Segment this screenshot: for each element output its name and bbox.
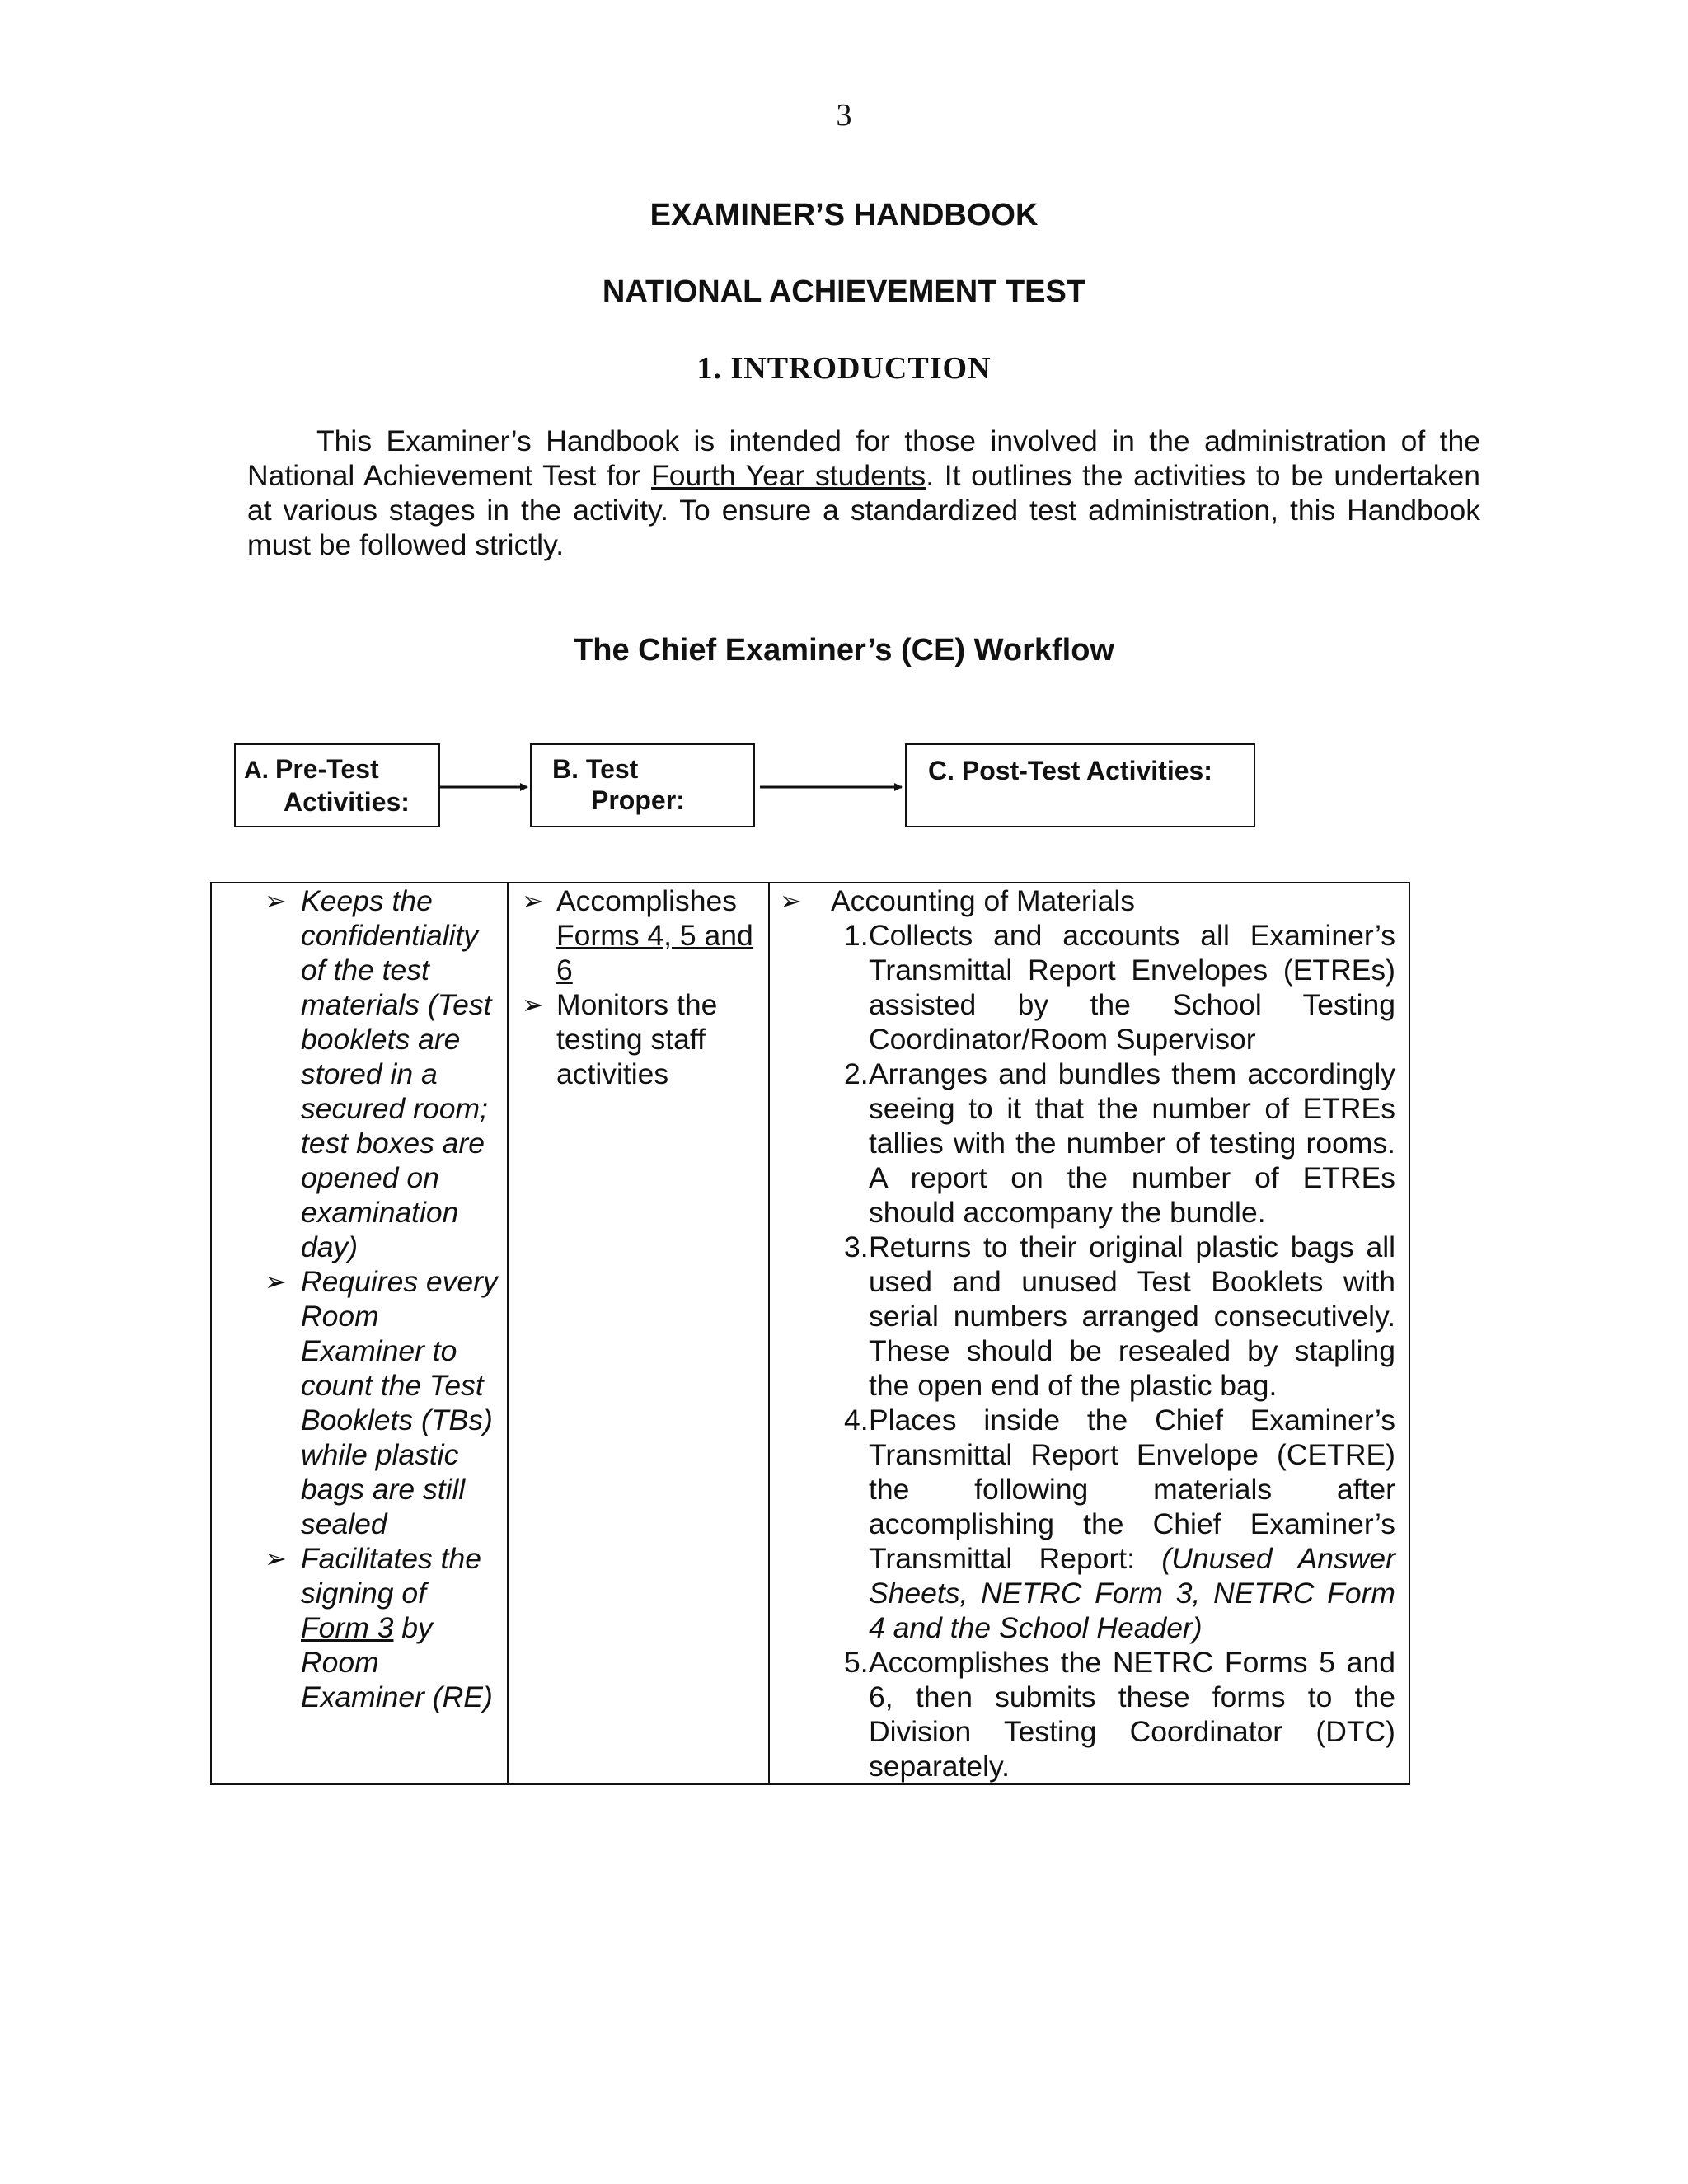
page-number: 3 (836, 98, 852, 133)
list-item: ➢ Requires every Room Examiner to count the Test Booklets (TBs) while plastic bags are still sealed (265, 1265, 498, 1540)
post-test-column (769, 883, 1409, 1784)
list-item: 1. Collects and accounts all Examiner’s Transmittal Report Envelopes (ETREs) assisted by the School Testing Coordinator/Room Supervisor (844, 919, 1395, 1056)
intro-text-2: . It outlines the activities to be undertaken at various stages in the activity. To ensure a standardized test administration, this Handbook must be followed strictly. (247, 459, 1480, 561)
pre-test-column (211, 883, 508, 1784)
test-title: NATIONAL ACHIEVEMENT TEST (602, 274, 1086, 309)
test-proper-label-2: Proper: (591, 785, 685, 815)
list-item: ➢ Facilitates the signing of Form 3 by Room Examiner (RE) (265, 1542, 493, 1713)
section-heading: 1. INTRODUCTION (696, 351, 992, 386)
arrow-bullet-icon: ➢ (265, 1267, 287, 1296)
list-item: ➢ Keeps the confidentiality of the test materials (Test booklets are stored in a secured room; test boxes are opened on examination day) (265, 884, 492, 1263)
pre-test-letter: A. (244, 757, 269, 784)
list-item: 2. Arranges and bundles them accordingly seeing to it that the number of ETREs tallies with the number of testing rooms. A report on the number of ETREs should accompany the bundle. (844, 1057, 1395, 1229)
list-item: ➢ Accomplishes Forms 4, 5 and 6 (522, 884, 753, 987)
intro-underlined: Fourth Year students (651, 459, 926, 492)
arrow-bullet-icon: ➢ (265, 1544, 287, 1573)
post-test-label: C. Post-Test Activities: (928, 756, 1212, 785)
list-item: 4. Places inside the Chief Examiner’s Transmittal Report Envelope (CETRE) the following materials after accomplishing the Chief Examiner’s Transmittal Report: (Unused Answer Sheets, NETRC Form 3, NETRC Form 4 and the School Header) (844, 1404, 1395, 1644)
arrow-bullet-icon: ➢ (522, 886, 544, 916)
list-item: 5. Accomplishes the NETRC Forms 5 and 6, then submits these forms to the Division Testing Coordinator (DTC) separately. (844, 1646, 1395, 1783)
intro-text-1: This Examiner’s Handbook is intended for those involved in the administration of the National Achievement Test for (247, 424, 1480, 492)
arrow-bullet-icon: ➢ (780, 886, 802, 916)
arrow-bullet-icon: ➢ (522, 990, 544, 1019)
test-proper-column (508, 883, 769, 1784)
arrow-bullet-icon: ➢ (265, 886, 287, 916)
pre-test-label-1: Pre-Test (275, 754, 379, 784)
test-proper-label-1: B. Test (552, 754, 639, 784)
pre-test-label-2: Activities: (284, 787, 410, 817)
accounting-heading: ➢ Accounting of Materials (780, 884, 1135, 917)
handbook-title: EXAMINER’S HANDBOOK (649, 198, 1039, 232)
workflow-table (210, 882, 1410, 1785)
list-item: 3. Returns to their original plastic bags all used and unused Test Booklets with serial numbers arranged consecutively. These should be resealed by stapling the open end of the plastic bag. (844, 1230, 1395, 1402)
workflow-title: The Chief Examiner’s (CE) Workflow (574, 633, 1114, 668)
list-item: ➢ Monitors the testing staff activities (522, 988, 718, 1090)
